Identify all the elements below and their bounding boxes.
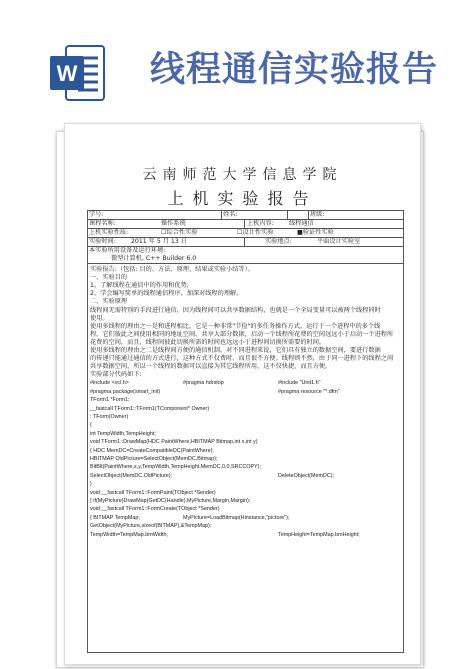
code-line: { BITMAP TempMap; (90, 514, 140, 521)
content-label: 上机内容: (247, 220, 274, 227)
school-name: 云南师范大学信息学院 (142, 167, 343, 183)
code-line: GetObject(MyPicture,sizeof(BITMAP),&TempMap); (90, 523, 212, 530)
time-value: 2011 年 5 月 13 日 (131, 238, 187, 245)
document-title: 上机实验报告 (167, 189, 318, 208)
code-line: void __fastcall TForm1::FormCreate(TObject *Sender) (90, 506, 220, 513)
nature-label: 上机实验性质: (89, 229, 129, 236)
content-value: 线程通信 (289, 220, 314, 227)
code-line: DeleteObject(MemDC); (278, 472, 335, 479)
code-line: TempHeight=TempMap.bmHeight; (278, 531, 360, 538)
report-line: 程，它们彼此之间使用相同的地址空间，共享大部分数据，启动一个线程所花费的空间远远小于启动一个进程所 (90, 330, 394, 338)
code-line: #pragma resource "*.dfm" (278, 388, 340, 395)
report-line: 2、学会编写简单的线程通信程序，加深对线程的理解。 (90, 290, 243, 298)
nature-option-verify: ■验证性实验 (297, 229, 334, 236)
report-line: 使用多线程的理由之二是线程间方便的通信机制。对不同进程来说，它们具有独立的数据空间，要进行数据 (90, 347, 381, 354)
code-line: { HDC MemDC=CreateCompatibleDC(PaintWhere); (90, 447, 214, 454)
code-line: BitBlt(PaintWhere,x,y,TempWidth,TempHeight,MemDC,0,0,SRCCOPY); (90, 464, 261, 471)
code-line: #pragma hdrstop (183, 380, 224, 387)
form-row-course (88, 220, 403, 229)
course-value: 操作系统 (161, 220, 186, 227)
environment-value: 微型计算机, C++ Builder 6.0 (111, 255, 197, 262)
report-line: 二、实验原理 (90, 298, 128, 306)
code-line: TempWidth=TempMap.bmWidth; (90, 531, 169, 538)
report-line: 使用多线程的理由之一是和进程相比，它是一种非常"节俭"的多任务操作方式。运行于一个进程中的多个线 (90, 322, 381, 330)
form-row-time (88, 238, 403, 247)
code-line: void TForm1::DrawMap(HDC PaintWhere,HBITMAP Bitmap,int x,int y) (90, 439, 258, 446)
report-line: 花费的空间，而且，线程间彼此切换所需的时间也远远小于进程间切换所需要的时间。 (90, 338, 326, 346)
code-line: { (90, 422, 92, 429)
code-line: : TForm(Owner) (90, 414, 129, 420)
code-line: void __fastcall TForm1::FormPaint(TObject *Sender) (90, 489, 216, 496)
location-value: 平面设计实验室 (317, 238, 361, 245)
nature-option-design: ☐设计性实验 (237, 229, 274, 236)
report-line: 1、了解线程在通信中的作用和优势; (90, 282, 189, 290)
class-label: 班级: (310, 211, 325, 218)
word-icon-letter: W (56, 61, 78, 86)
report-line: 使用。 (90, 314, 109, 322)
location-label: 实验地点: (265, 238, 292, 245)
report-form (87, 210, 404, 653)
nature-option-comprehensive: ☐综合性实验 (161, 229, 198, 236)
document-page (64, 123, 421, 665)
banner (0, 0, 474, 128)
form-row-nature (88, 229, 403, 238)
form-row-environment (88, 247, 403, 264)
code-line: TForm1 *Form1; (90, 397, 130, 404)
form-row-student (88, 211, 403, 220)
report-line: 实验部分代码如下: (90, 371, 142, 379)
time-label: 实验时间: (89, 238, 116, 245)
code-line: __fastcall TForm1::TForm1(TComponent* Owner) (90, 405, 210, 412)
code-line: int TempWidth,TempHeight; (90, 430, 156, 437)
code-line: SelectObject(MemDC,OldPicture); (90, 472, 173, 479)
name-label: 姓名: (223, 211, 238, 218)
code-line: #include "Unit1.h" (278, 380, 321, 387)
course-label: 课程名称: (89, 220, 116, 227)
code-line: #include <vcl.h> (90, 380, 129, 387)
code-line: HBITMAP OldPicture=SelectObject(MemDC,Bitmap); (90, 456, 218, 462)
word-icon (48, 44, 106, 102)
code-line: } (90, 481, 92, 488)
report-line: 实验报告:（包括: 目的、方法、原理、结果或实验小结等）。 (90, 266, 254, 273)
report-line: 一、实验目的 (90, 274, 128, 282)
code-line: { if(MyPicture)DrawMap(GetDC(Handle),MyPicture,Margin,Margin); (90, 498, 251, 504)
report-line: 共享数据空间，所以一个线程的数据可以直接为其它线程所用，这不仅快捷，而且方便。 (90, 363, 332, 371)
student-id-label: 学号: (89, 211, 104, 218)
banner-title: 线程通信实验报告 (150, 50, 439, 90)
code-line: MyPicture=LoadBitmap(Hinstance,"picture"); (183, 514, 290, 521)
code-line: #pragma package(smart_init) (90, 388, 161, 395)
environment-label: 本实验所用设备及运行环境: (89, 247, 166, 254)
report-line: 的传递只能通过通信的方式进行，这种方式不仅费时，而且很不方便。线程则不然，由于同一进程下的线程之间 (90, 355, 394, 363)
report-line: 线程间无需特别的手段进行通信，因为线程间可以共享数据结构，也就是一个全局变量可以被两个线程同时 (90, 306, 381, 314)
